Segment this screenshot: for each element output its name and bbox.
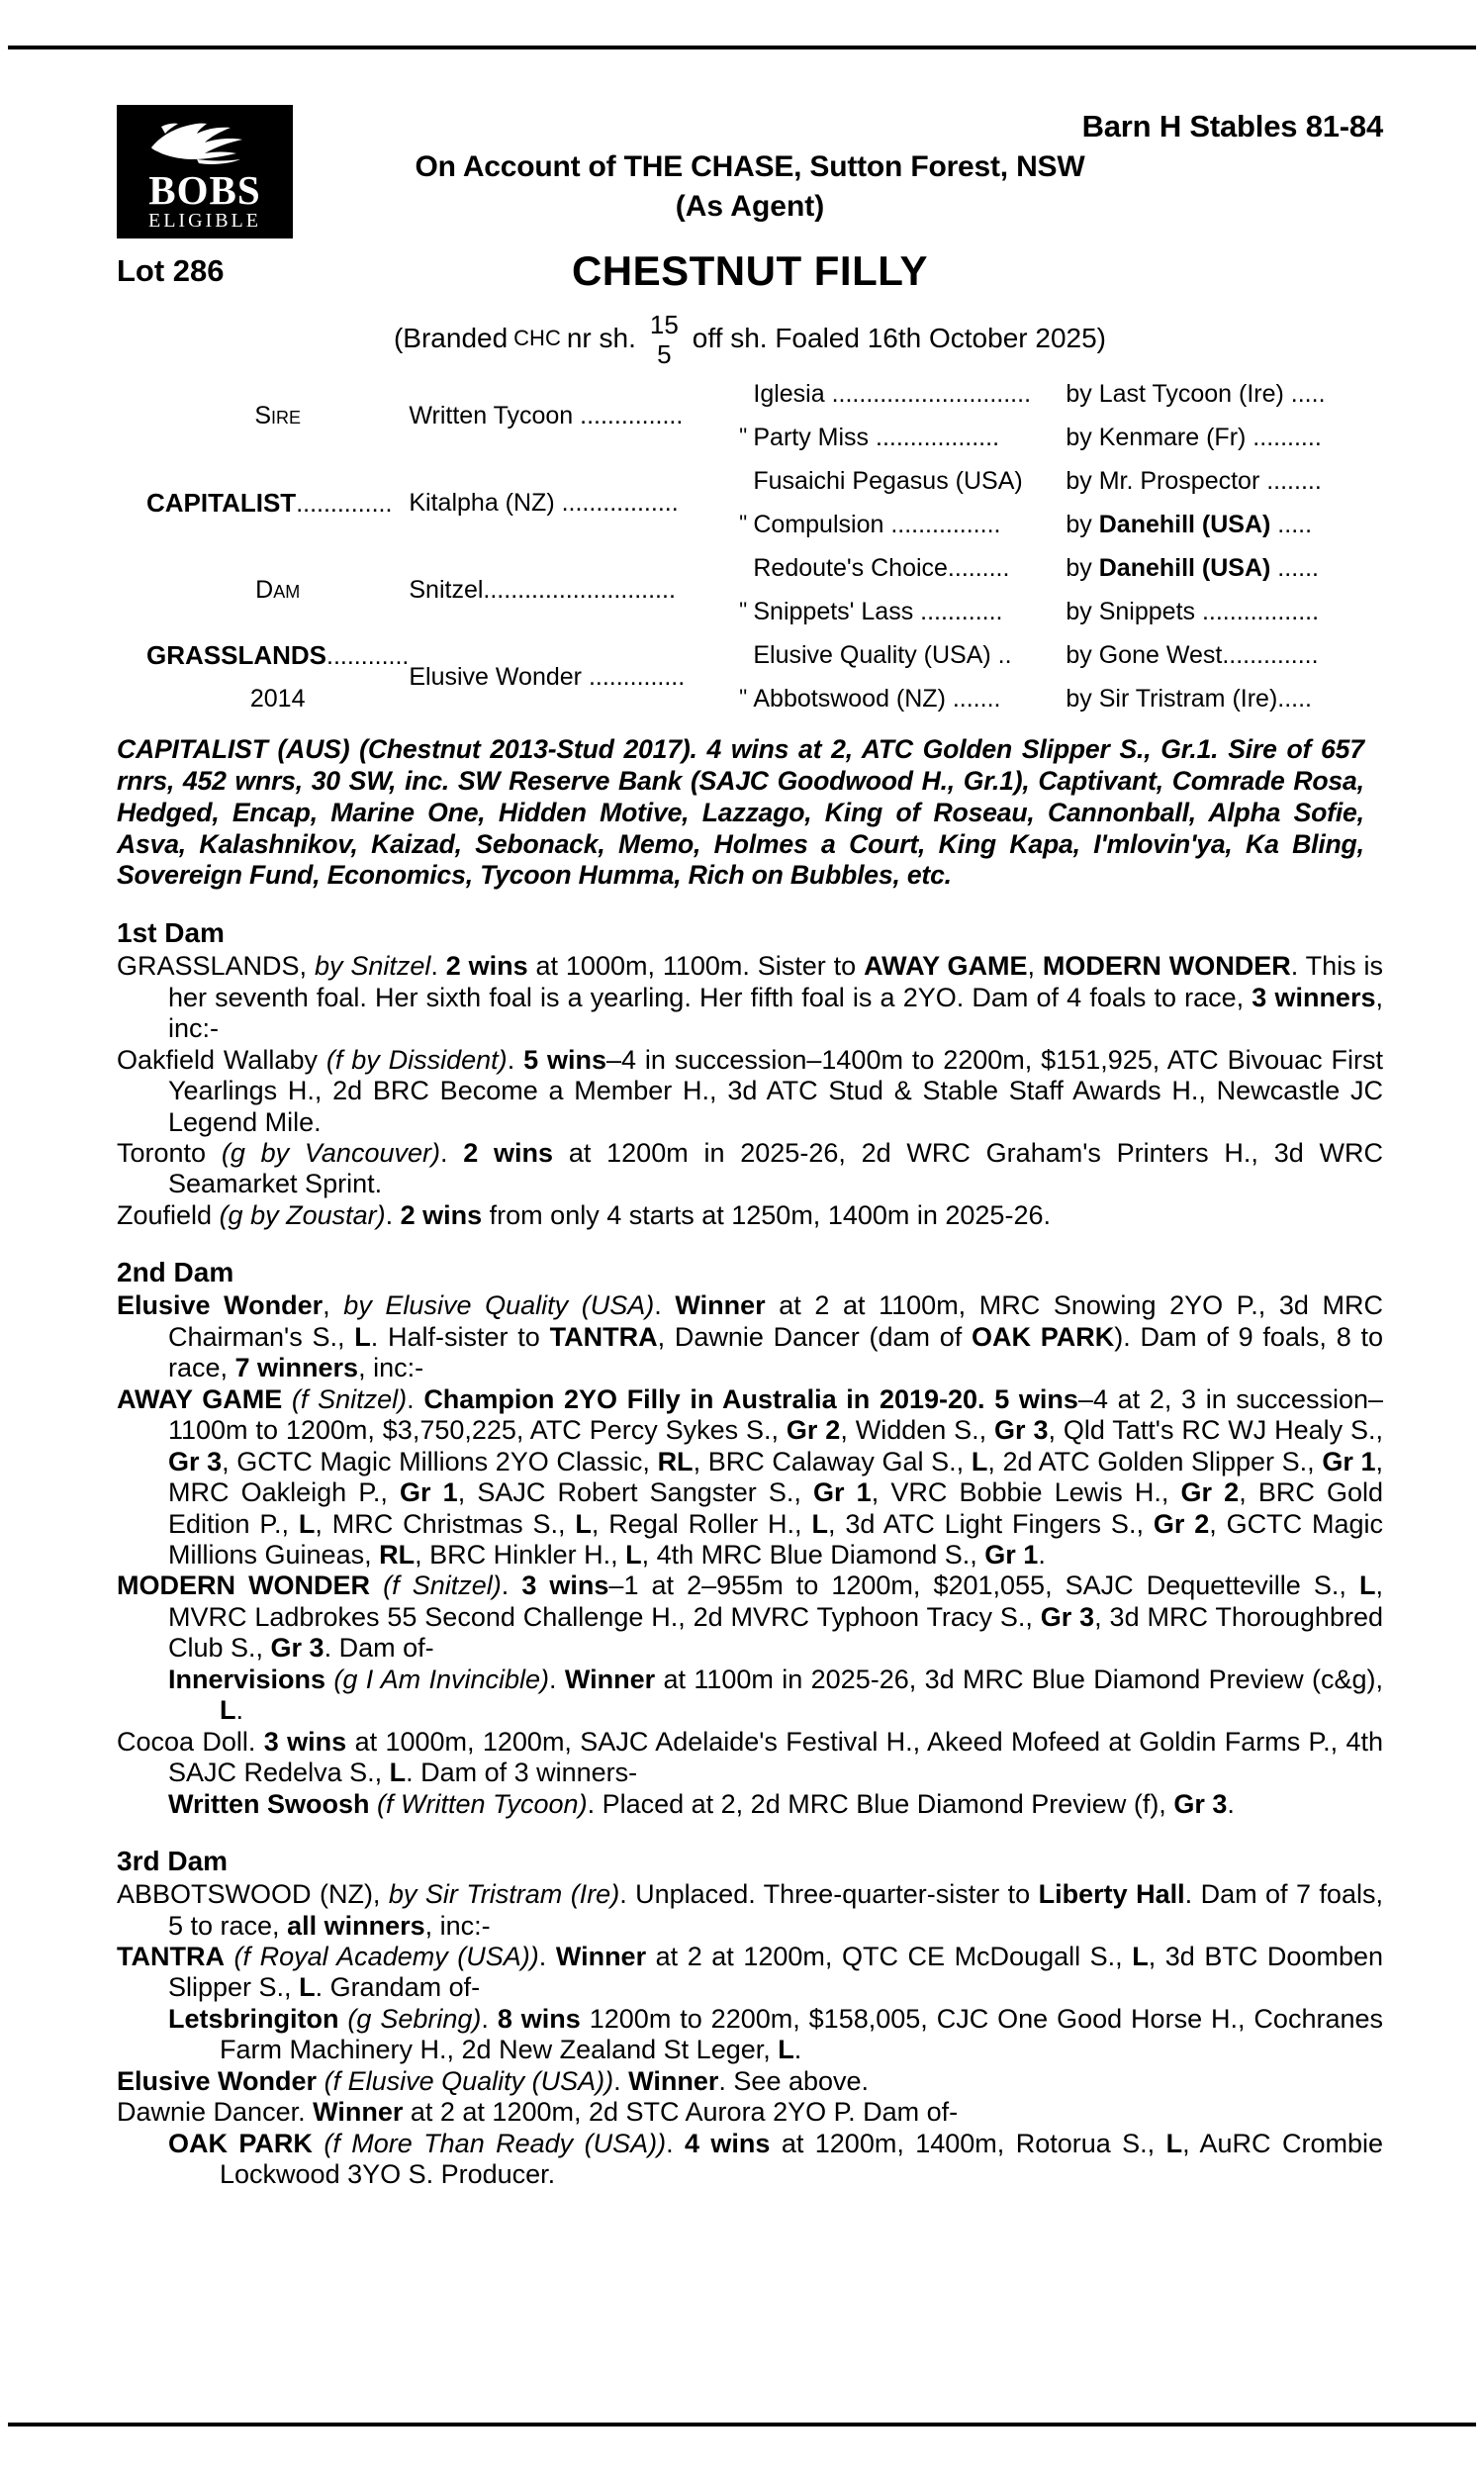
pedigree-entry: MODERN WONDER (f Snitzel). 3 wins–1 at 2–955m to 1200m, $201,055, SAJC Dequetteville S., L, MVRC Ladbrokes 55 Second Challenge H., 2d MVRC Typhoon Tracy S., Gr 3, 3d MRC Thoroughbred Club S., Gr 3. Dam of- xyxy=(117,1570,1383,1664)
brand-prefix: (Branded xyxy=(393,323,509,353)
ditto-cell xyxy=(705,633,753,677)
page-top-rule xyxy=(8,46,1476,49)
pedigree-entry: AWAY GAME (f Snitzel). Champion 2YO Filly in Australia in 2019-20. 5 wins–4 at 2, 3 in succession–1100m to 1200m, $3,750,225, ATC Percy Sykes S., Gr 2, Widden S., Gr 3, Qld Tatt's RC WJ Healy S., Gr 3, GCTC Magic Millions 2YO Classic, RL, BRC Calaway Gal S., L, 2d ATC Golden Slipper S., Gr 1, MRC Oakleigh P., Gr 1, SAJC Robert Sangster S., Gr 1, VRC Bobbie Lewis H., Gr 2, BRC Gold Edition P., L, MRC Christmas S., L, Regal Roller H., L, 3d ATC Light Fingers S., Gr 2, GCTC Magic Millions Guineas, RL, BRC Hinkler H., L, 4th MRC Blue Diamond S., Gr 1. xyxy=(117,1383,1384,1570)
pedigree-row xyxy=(117,372,1383,416)
sire-summary-paragraph: CAPITALIST (AUS) (Chestnut 2013-Stud 2017). 4 wins at 2, ATC Golden Slipper S., Gr.1. Sire of 657 rnrs, 452 wnrs, 30 SW, inc. SW Reserve Bank (SAJC Goodwood H., Gr.1), Captivant, Comrade Rosa, Hedged, Encap, Marine One, Hidden Motive, Lazzago, King of Roseau, Cannonball, Alpha Sofie, Asva, Kalashnikov, Kaizad, Sebonack, Memo, Holmes a Court, King Kapa, I'mlovin'ya, Ka Bling, Sovereign Fund, Economics, Tycoon Humma, Rich on Bubbles, etc. xyxy=(117,734,1364,891)
grandparent-cell: Kitalpha (NZ) ................. xyxy=(409,488,679,517)
pedigree-entry: OAK PARK (f More Than Ready (USA)). 4 wins at 1200m, 1400m, Rotorua S., L, AuRC Crombie Lockwood 3YO S. Producer. xyxy=(168,2128,1383,2190)
dam-sections xyxy=(117,917,1383,2190)
header xyxy=(117,95,1383,253)
great-grandparent-sire-cell: by Snippets ................. xyxy=(1066,597,1320,625)
great-grandparent-cell: Redoute's Choice......... xyxy=(753,553,1010,582)
great-grandparent-sire-cell: by Last Tycoon (Ire) ..... xyxy=(1066,379,1326,408)
brand-suffix: off sh. Foaled 16th October 2025) xyxy=(692,323,1106,353)
brand-fraction xyxy=(650,312,679,367)
brand-mark: CHC xyxy=(513,326,561,350)
account-line: On Account of THE CHASE, Sutton Forest, NSW xyxy=(415,150,1085,183)
great-grandparent-cell: Iglesia ............................. xyxy=(753,379,1032,408)
ditto-cell: '' xyxy=(738,684,748,710)
pedigree-row xyxy=(117,546,1383,590)
pedigree-entry: Elusive Wonder (f Elusive Quality (USA)). Winner. See above. xyxy=(117,2065,870,2096)
page-content xyxy=(117,95,1383,2191)
dam-label-cell: Dam xyxy=(255,575,301,604)
pedigree-entry: Cocoa Doll. 3 wins at 1000m, 1200m, SAJC Adelaide's Festival H., Akeed Mofeed at Goldin Farms P., 4th SAJC Redelva S., L. Dam of 3 winners- xyxy=(117,1726,1383,1788)
as-agent-line: (As Agent) xyxy=(675,190,825,223)
brand-fraction-numerator: 15 xyxy=(649,310,679,339)
pedigree-entry: Written Swoosh (f Written Tycoon). Placed at 2, 2d MRC Blue Diamond Preview (f), Gr 3. xyxy=(168,1788,1235,1819)
great-grandparent-cell: Compulsion ................ xyxy=(753,510,1001,538)
lot-title-row xyxy=(117,247,1383,303)
ditto-cell xyxy=(705,459,753,503)
great-grandparent-cell: Fusaichi Pegasus (USA) xyxy=(753,466,1023,495)
ditto-cell xyxy=(705,546,753,590)
page-bottom-rule xyxy=(8,2423,1476,2426)
dam-name-cell: GRASSLANDS............ xyxy=(146,639,410,670)
great-grandparent-sire-cell: by Gone West.............. xyxy=(1066,640,1319,669)
brand-description-line xyxy=(117,310,1383,369)
pedigree-entry: GRASSLANDS, by Snitzel. 2 wins at 1000m, 1100m. Sister to AWAY GAME, MODERN WONDER. This is her seventh foal. Her sixth foal is a yearling. Her fifth foal is a 2YO. Dam of 4 foals to race, 3 winners, inc:- xyxy=(117,951,1383,1044)
pedigree-entry: Zoufield (g by Zoustar). 2 wins from only 4 starts at 1250m, 1400m in 2025-26. xyxy=(117,1199,1051,1230)
pedigree-entry: Letsbringiton (g Sebring). 8 wins 1200m to 2200m, $158,005, CJC One Good Horse H., Cochranes Farm Machinery H., 2d New Zealand St Leger, L. xyxy=(168,2003,1384,2065)
logo-sub-text: ELIGIBLE xyxy=(148,210,261,232)
brand-near-side: nr sh. xyxy=(566,323,636,353)
great-grandparent-cell: Abbotswood (NZ) ....... xyxy=(753,684,1001,713)
pedigree-row xyxy=(117,459,1383,503)
ditto-cell xyxy=(705,372,753,416)
pedigree-entry: Innervisions (g I Am Invincible). Winner at 1100m in 2025-26, 3d MRC Blue Diamond Preview (c&g), L. xyxy=(168,1664,1383,1726)
great-grandparent-sire-cell: by Danehill (USA) ...... xyxy=(1066,553,1319,582)
pedigree-row xyxy=(117,677,1383,720)
ditto-cell: '' xyxy=(738,423,748,448)
ditto-cell: '' xyxy=(738,597,748,622)
grandparent-cell: Elusive Wonder .............. xyxy=(409,662,686,691)
barn-stables-label: Barn H Stables 81-84 xyxy=(1081,109,1383,143)
great-grandparent-sire-cell: by Danehill (USA) ..... xyxy=(1066,510,1313,538)
logo-brand-text: BOBS xyxy=(148,167,261,214)
pedigree-entry: Dawnie Dancer. Winner at 2 at 1200m, 2d STC Aurora 2YO P. Dam of- xyxy=(117,2097,959,2128)
dam-year-cell: 2014 xyxy=(249,684,306,713)
brand-fraction-denominator: 5 xyxy=(657,339,672,369)
pedigree-entry: Toronto (g by Vancouver). 2 wins at 1200m in 2025-26, 2d WRC Graham's Printers H., 3d WRC Seamarket Sprint. xyxy=(117,1138,1383,1199)
great-grandparent-cell: Snippets' Lass ............ xyxy=(753,597,1003,625)
great-grandparent-sire-cell: by Kenmare (Fr) .......... xyxy=(1066,423,1322,451)
great-grandparent-sire-cell: by Sir Tristram (Ire)..... xyxy=(1066,684,1312,713)
dam-section-heading: 1st Dam xyxy=(117,917,225,949)
pedigree-entry: ABBOTSWOOD (NZ), by Sir Tristram (Ire). Unplaced. Three-quarter-sister to Liberty Hall. Dam of 7 foals, 5 to race, all winners, inc:- xyxy=(117,1879,1383,1941)
great-grandparent-cell: Party Miss .................. xyxy=(753,423,1000,451)
dam-section-heading: 3rd Dam xyxy=(117,1846,229,1877)
sire-name-cell: CAPITALIST.............. xyxy=(146,487,393,518)
pedigree-entry: Oakfield Wallaby (f by Dissident). 5 wins–4 in succession–1400m to 2200m, $151,925, ATC Bivouac First Yearlings H., 2d BRC Become a Member H., 3d ATC Stud & Stable Staff Awards H., Newcastle JC Legend Mile. xyxy=(117,1044,1383,1137)
great-grandparent-cell: Elusive Quality (USA) .. xyxy=(753,640,1012,669)
pedigree-entry: TANTRA (f Royal Academy (USA)). Winner at 2 at 1200m, QTC CE McDougall S., L, 3d BTC Doomben Slipper S., L. Grandam of- xyxy=(117,1941,1383,2003)
sire-label-cell: Sire xyxy=(254,401,302,429)
grandparent-cell: Written Tycoon ............... xyxy=(409,401,684,429)
page-title: CHESTNUT FILLY xyxy=(571,247,929,294)
dam-section-heading: 2nd Dam xyxy=(117,1257,234,1288)
pedigree-entry: Elusive Wonder, by Elusive Quality (USA). Winner at 2 at 1100m, MRC Snowing 2YO P., 3d MRC Chairman's S., L. Half-sister to TANTRA, Dawnie Dancer (dam of OAK PARK). Dam of 9 foals, 8 to race, 7 winners, inc:- xyxy=(117,1290,1383,1383)
pedigree-table xyxy=(117,372,1383,720)
pedigree-row xyxy=(117,633,1383,677)
lot-number: Lot 286 xyxy=(117,253,225,288)
ditto-cell: '' xyxy=(738,510,748,535)
great-grandparent-sire-cell: by Mr. Prospector ........ xyxy=(1066,466,1322,495)
grandparent-cell: Snitzel............................ xyxy=(409,575,676,604)
